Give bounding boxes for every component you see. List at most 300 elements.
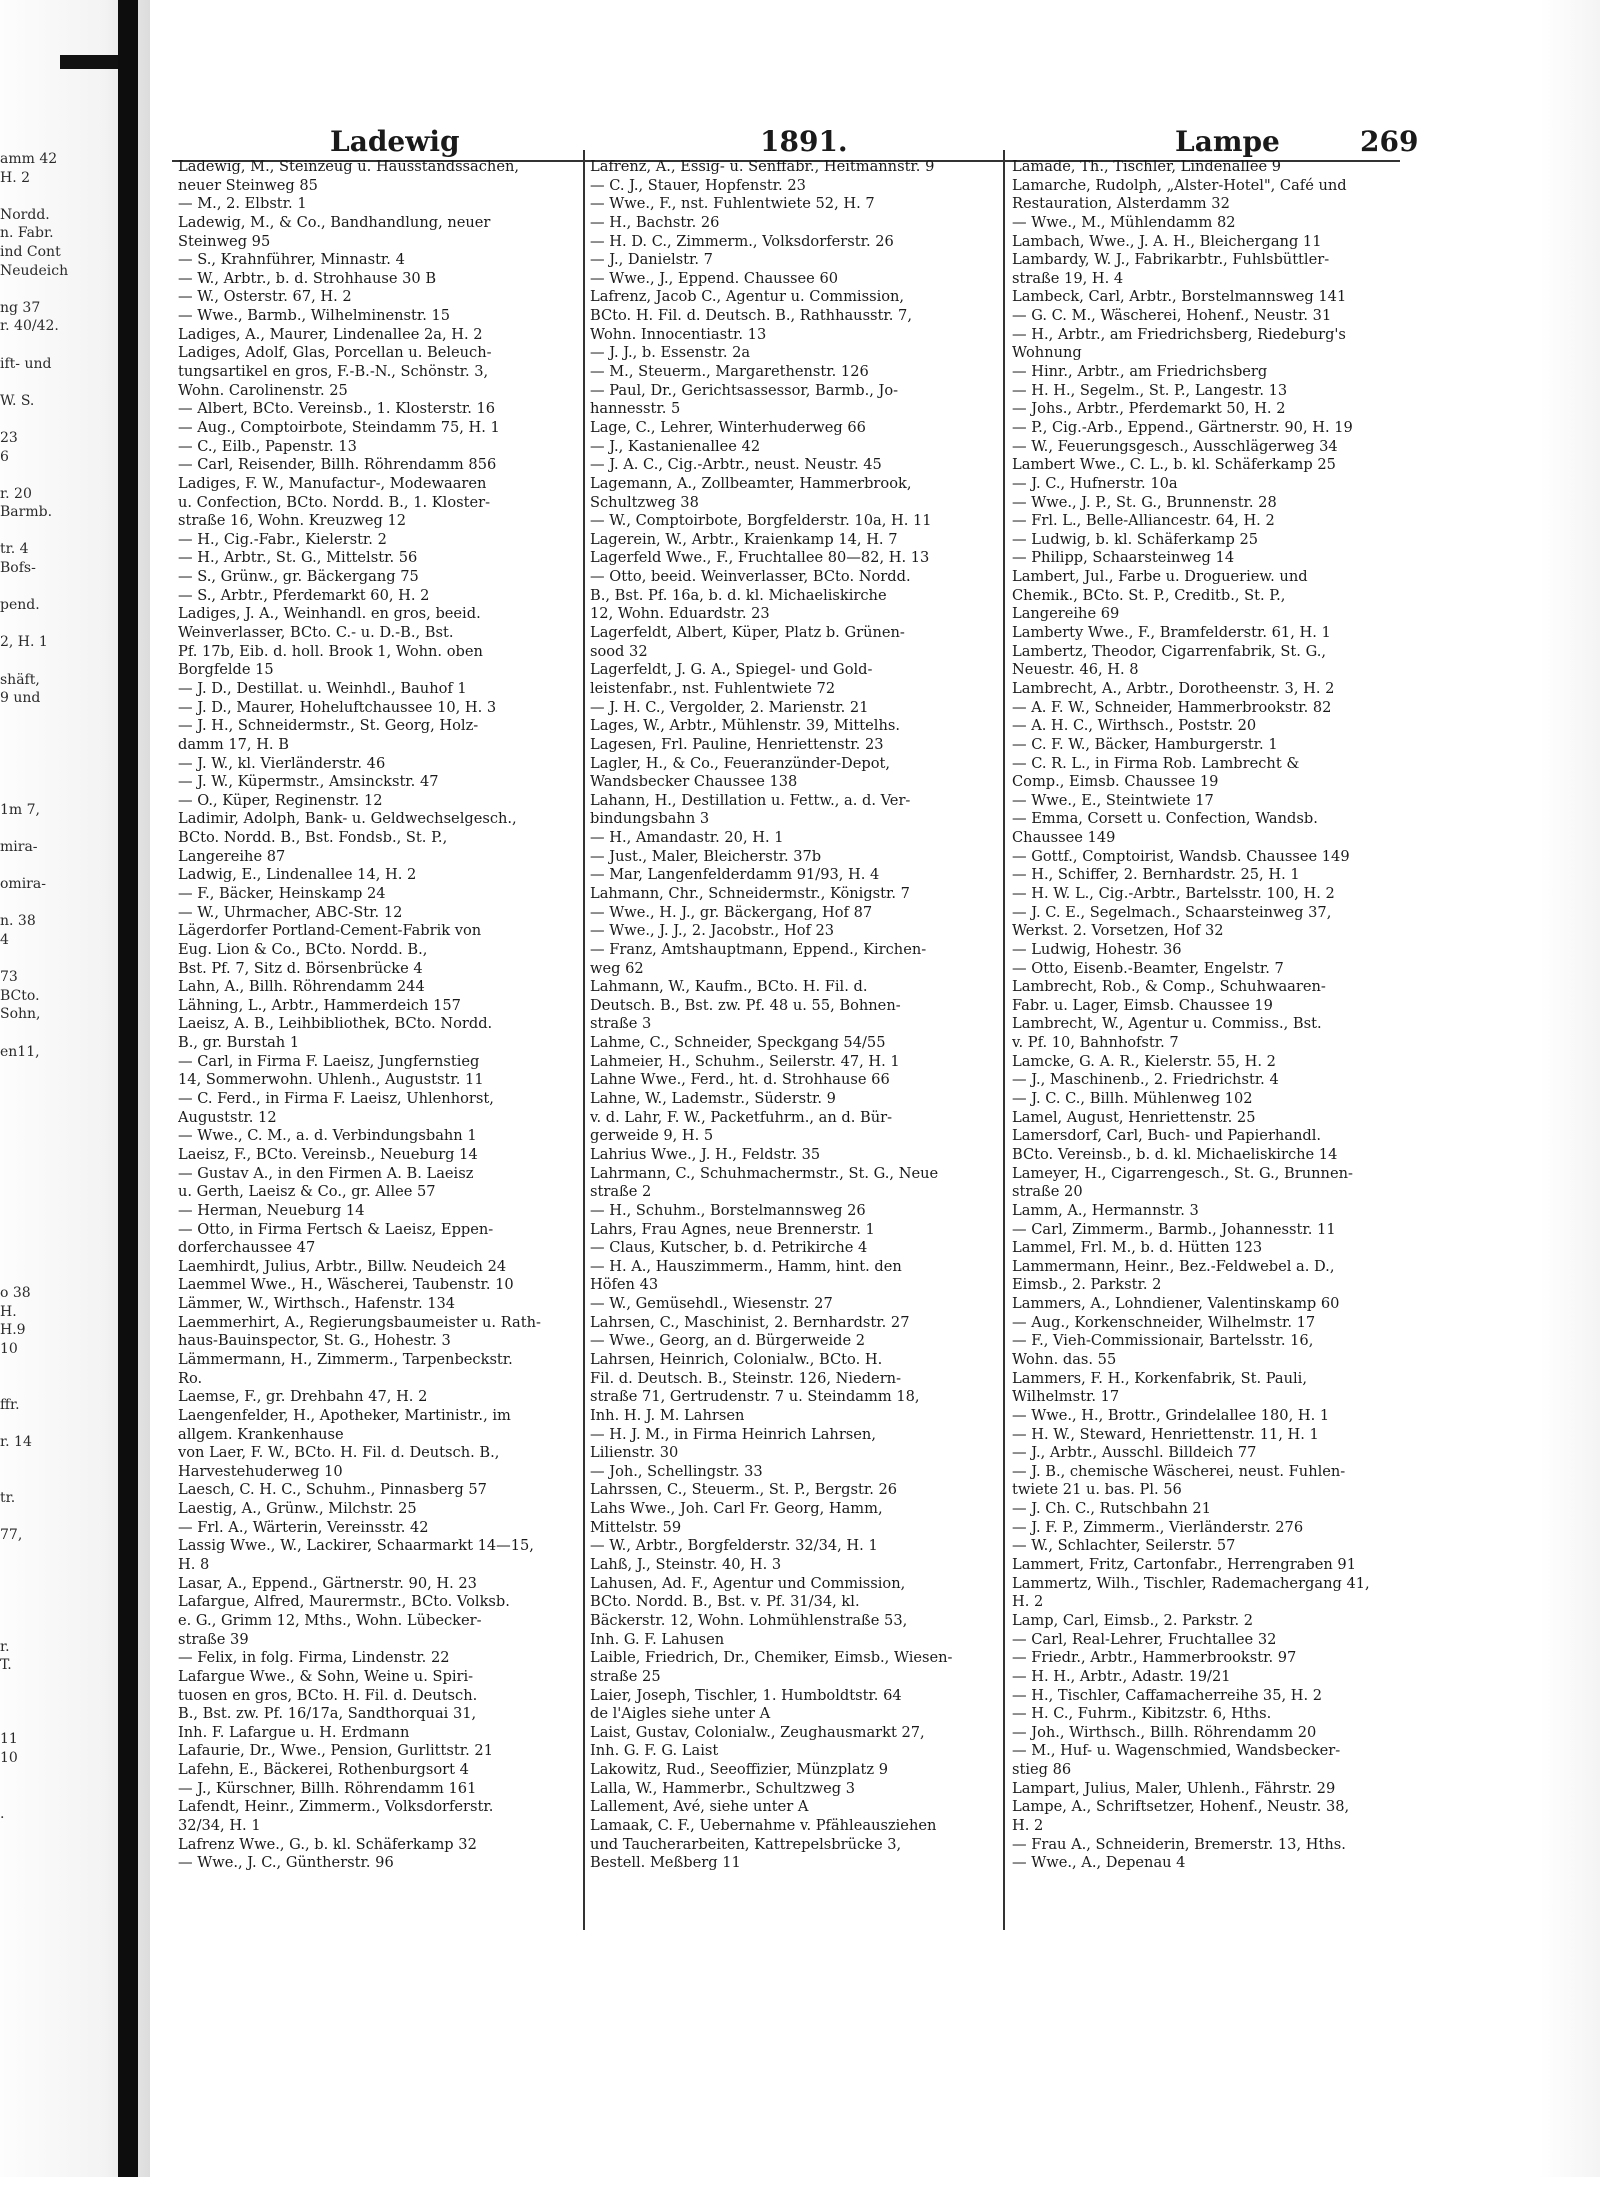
prev-page-fragment-line: 9 und bbox=[0, 690, 41, 707]
prev-page-fragment-line bbox=[0, 410, 110, 429]
directory-line: — Mar, Langenfelderdamm 91/93, H. 4 bbox=[590, 866, 880, 884]
directory-line: Inh. G. F. G. Laist bbox=[590, 1742, 719, 1760]
directory-line: H. 8 bbox=[178, 1556, 210, 1574]
directory-line: — H., Amandastr. 20, H. 1 bbox=[590, 829, 784, 847]
directory-line: — J. J., b. Essenstr. 2a bbox=[590, 344, 751, 362]
prev-page-fragment-line: shäft, bbox=[0, 671, 40, 688]
directory-line: B., gr. Burstah 1 bbox=[178, 1034, 300, 1052]
directory-line: — W., Feuerungsgesch., Ausschlägerweg 34 bbox=[1012, 437, 1338, 455]
directory-line: de l'Aigles siehe unter A bbox=[590, 1705, 771, 1723]
prev-page-fragment-line: W. S. bbox=[0, 392, 35, 409]
directory-line: tuosen en gros, BCto. H. Fil. d. Deutsch. bbox=[178, 1686, 478, 1704]
directory-line: Deutsch. B., Bst. zw. Pf. 48 u. 55, Bohnen- bbox=[590, 996, 901, 1014]
prev-page-fragment-line bbox=[0, 1173, 110, 1192]
directory-line: 32/34, H. 1 bbox=[178, 1817, 261, 1835]
directory-line: Lampart, Julius, Maler, Uhlenh., Fährstr. 29 bbox=[1012, 1779, 1336, 1797]
directory-line: Lammers, A., Lohndiener, Valentinskamp 60 bbox=[1012, 1295, 1340, 1313]
prev-page-fragment-line bbox=[0, 1266, 110, 1285]
page-number: 269 bbox=[1360, 125, 1419, 158]
prev-page-fragment-line: H.9 bbox=[0, 1322, 26, 1339]
previous-page-fragment bbox=[0, 150, 110, 1842]
directory-line: — Wwe., J., Eppend. Chaussee 60 bbox=[590, 269, 839, 287]
directory-line: Höfen 43 bbox=[590, 1276, 659, 1294]
directory-line: — Albert, BCto. Vereinsb., 1. Klosterstr. 16 bbox=[178, 400, 496, 418]
prev-page-fragment-line: 10 bbox=[0, 1750, 18, 1767]
directory-line: Lähning, L., Arbtr., Hammerdeich 157 bbox=[178, 996, 461, 1014]
directory-line: Ladwig, E., Lindenallee 14, H. 2 bbox=[178, 866, 417, 884]
directory-line: damm 17, H. B bbox=[178, 735, 289, 753]
directory-line: Lambrecht, Rob., & Comp., Schuhwaaren- bbox=[1012, 978, 1326, 996]
directory-line: Laist, Gustav, Colonialw., Zeughausmarkt 27, bbox=[590, 1723, 925, 1741]
directory-line: Lammel, Frl. M., b. d. Hütten 123 bbox=[1012, 1239, 1263, 1257]
directory-line: Mittelstr. 59 bbox=[590, 1518, 682, 1536]
prev-page-fragment-line bbox=[0, 857, 110, 876]
directory-line: — H. H., Arbtr., Adastr. 19/21 bbox=[1012, 1667, 1231, 1685]
prev-page-fragment-line bbox=[0, 652, 110, 671]
directory-line: v. Pf. 10, Bahnhofstr. 7 bbox=[1012, 1034, 1179, 1052]
prev-page-fragment-line: 77, bbox=[0, 1526, 23, 1543]
header-year: 1891. bbox=[760, 125, 848, 158]
directory-line: Lambrecht, A., Arbtr., Dorotheenstr. 3, H. 2 bbox=[1012, 679, 1335, 697]
directory-line: — J. C. E., Segelmach., Schaarsteinweg 37, bbox=[1012, 903, 1332, 921]
directory-line: Lage, C., Lehrer, Winterhuderweg 66 bbox=[590, 418, 866, 436]
directory-line: — H., Tischler, Caffamacherreihe 35, H. 2 bbox=[1012, 1686, 1323, 1704]
prev-page-fragment-line: tr. bbox=[0, 1489, 16, 1506]
directory-line: von Laer, F. W., BCto. H. Fil. d. Deutsch. B., bbox=[178, 1444, 500, 1462]
directory-line: — Joh., Schellingstr. 33 bbox=[590, 1462, 763, 1480]
directory-line: Laemmel Wwe., H., Wäscherei, Taubenstr. 10 bbox=[178, 1276, 514, 1294]
directory-line: Lambach, Wwe., J. A. H., Bleichergang 11 bbox=[1012, 232, 1322, 250]
prev-page-fragment-line: H. bbox=[0, 1303, 17, 1320]
directory-line: Ladiges, J. A., Weinhandl. en gros, beeid. bbox=[178, 605, 481, 623]
prev-page-fragment-line bbox=[0, 726, 110, 745]
directory-line: Lammert, Fritz, Cartonfabr., Herrengraben 91 bbox=[1012, 1556, 1357, 1574]
prev-page-fragment-line bbox=[0, 336, 110, 355]
directory-line: gerweide 9, H. 5 bbox=[590, 1127, 714, 1145]
directory-line: — H. W. L., Cig.-Arbtr., Bartelsstr. 100, H. 2 bbox=[1012, 884, 1335, 902]
directory-line: — H. D. C., Zimmerm., Volksdorferstr. 26 bbox=[590, 232, 894, 250]
directory-line: Lafargue, Alfred, Maurermstr., BCto. Volksb. bbox=[178, 1593, 510, 1611]
directory-line: — Ludwig, Hohestr. 36 bbox=[1012, 940, 1182, 958]
directory-line: — Otto, in Firma Fertsch & Laeisz, Eppen- bbox=[178, 1220, 494, 1238]
prev-page-fragment-line bbox=[0, 1582, 110, 1601]
directory-line: Laible, Friedrich, Dr., Chemiker, Eimsb., Wiesen- bbox=[590, 1649, 953, 1667]
directory-line: Lagler, H., & Co., Feueranzünder-Depot, bbox=[590, 754, 890, 772]
directory-line: Lafrenz, A., Essig- u. Senffabr., Heitmannstr. 9 bbox=[590, 158, 935, 175]
prev-page-fragment-line bbox=[0, 1135, 110, 1154]
directory-line: — Carl, in Firma F. Laeisz, Jungfernstieg bbox=[178, 1052, 480, 1070]
directory-line: Chemik., BCto. St. P., Creditb., St. P., bbox=[1012, 586, 1286, 604]
directory-line: — C. J., Stauer, Hopfenstr. 23 bbox=[590, 176, 806, 194]
directory-line: — J. C. C., Billh. Mühlenweg 102 bbox=[1012, 1090, 1253, 1108]
directory-line: Wohn. Carolinenstr. 25 bbox=[178, 381, 348, 399]
prev-page-fragment-line bbox=[0, 950, 110, 969]
directory-line: weg 62 bbox=[590, 959, 644, 977]
prev-page-fragment-line: pend. bbox=[0, 597, 40, 614]
directory-line: — Wwe., J. J., 2. Jacobstr., Hof 23 bbox=[590, 922, 835, 940]
prev-page-fragment-line: r. 14 bbox=[0, 1433, 32, 1450]
directory-line: — J., Danielstr. 7 bbox=[590, 251, 713, 269]
directory-line: u. Gerth, Laeisz & Co., gr. Allee 57 bbox=[178, 1183, 436, 1201]
prev-page-fragment-line: r. bbox=[0, 1638, 10, 1655]
directory-line: straße 2 bbox=[590, 1183, 652, 1201]
directory-line: — Wwe., Georg, an d. Bürgerweide 2 bbox=[590, 1332, 866, 1350]
directory-line: — Carl, Real-Lehrer, Fruchtallee 32 bbox=[1012, 1630, 1277, 1648]
prev-page-fragment-line: BCto. bbox=[0, 987, 40, 1004]
prev-page-fragment-line bbox=[0, 1191, 110, 1210]
directory-line: Lahs Wwe., Joh. Carl Fr. Georg, Hamm, bbox=[590, 1500, 883, 1518]
directory-line: Lambert, Jul., Farbe u. Drogueriew. und bbox=[1012, 568, 1308, 586]
directory-line: — H., Cig.-Fabr., Kielerstr. 2 bbox=[178, 530, 387, 548]
prev-page-fragment-line bbox=[0, 1545, 110, 1564]
directory-line: Lamel, August, Henriettenstr. 25 bbox=[1012, 1108, 1256, 1126]
directory-line: — J. D., Destillat. u. Weinhdl., Bauhof 1 bbox=[178, 679, 467, 697]
directory-line: — Hinr., Arbtr., am Friedrichsberg bbox=[1012, 363, 1268, 381]
prev-page-fragment-line bbox=[0, 1452, 110, 1471]
directory-line: v. d. Lahr, F. W., Packetfuhrm., an d. Bür- bbox=[590, 1108, 893, 1126]
directory-line: BCto. Vereinsb., b. d. kl. Michaeliskirche 14 bbox=[1012, 1145, 1338, 1163]
directory-line: — J. C., Hufnerstr. 10a bbox=[1012, 474, 1178, 492]
directory-line: straße 20 bbox=[1012, 1183, 1083, 1201]
directory-line: — Carl, Reisender, Billh. Röhrendamm 856 bbox=[178, 456, 497, 474]
directory-line: Inh. H. J. M. Lahrsen bbox=[590, 1406, 745, 1424]
prev-page-fragment-line bbox=[0, 1823, 110, 1842]
directory-line: — Ludwig, b. kl. Schäferkamp 25 bbox=[1012, 530, 1259, 548]
directory-line: — H. H., Segelm., St. P., Langestr. 13 bbox=[1012, 381, 1288, 399]
directory-line: Lamarche, Rudolph, „Alster-Hotel", Café und bbox=[1012, 176, 1347, 194]
directory-line: hannesstr. 5 bbox=[590, 400, 681, 418]
directory-line: Lammers, F. H., Korkenfabrik, St. Pauli, bbox=[1012, 1369, 1307, 1387]
directory-line: tungsartikel en gros, F.-B.-N., Schönstr. 3, bbox=[178, 363, 489, 381]
directory-line: Lilienstr. 30 bbox=[590, 1444, 679, 1462]
directory-line: — H., Bachstr. 26 bbox=[590, 213, 720, 231]
directory-line: Lages, W., Arbtr., Mühlenstr. 39, Mittelhs. bbox=[590, 717, 900, 735]
prev-page-fragment-line: Bofs- bbox=[0, 560, 36, 577]
directory-line: — W., Gemüsehdl., Wiesenstr. 27 bbox=[590, 1295, 833, 1313]
directory-line: Laier, Joseph, Tischler, 1. Humboldtstr. 64 bbox=[590, 1686, 902, 1704]
prev-page-fragment-line bbox=[0, 1377, 110, 1396]
prev-page-fragment-line bbox=[0, 187, 110, 206]
directory-line: Lammertz, Wilh., Tischler, Rademachergang 41, bbox=[1012, 1574, 1370, 1592]
directory-line: Lambardy, W. J., Fabrikarbtr., Fuhlsbüttler- bbox=[1012, 251, 1330, 269]
directory-line: Restauration, Alsterdamm 32 bbox=[1012, 195, 1230, 213]
directory-line: Laemse, F., gr. Drehbahn 47, H. 2 bbox=[178, 1388, 428, 1406]
prev-page-fragment-line: r. 20 bbox=[0, 485, 32, 502]
directory-line: bindungsbahn 3 bbox=[590, 810, 710, 828]
page-header bbox=[175, 125, 1419, 161]
prev-page-fragment-line: Nordd. bbox=[0, 206, 50, 223]
directory-line: — Aug., Comptoirbote, Steindamm 75, H. 1 bbox=[178, 418, 500, 436]
directory-line: — J. W., Küpermstr., Amsinckstr. 47 bbox=[178, 773, 439, 791]
directory-line: Lahn, A., Billh. Röhrendamm 244 bbox=[178, 978, 425, 996]
directory-line: — Joh., Wirthsch., Billh. Röhrendamm 20 bbox=[1012, 1723, 1317, 1741]
directory-line: — S., Krahnführer, Minnastr. 4 bbox=[178, 251, 405, 269]
directory-line: — C. Ferd., in Firma F. Laeisz, Uhlenhorst, bbox=[178, 1090, 494, 1108]
directory-line: — Wwe., M., Mühlendamm 82 bbox=[1012, 213, 1236, 231]
directory-line: — J. A. C., Cig.-Arbtr., neust. Neustr. 45 bbox=[590, 456, 882, 474]
prev-page-fragment-line bbox=[0, 1210, 110, 1229]
header-first-entry: Ladewig bbox=[330, 125, 460, 158]
directory-line: Lagemann, A., Zollbeamter, Hammerbrook, bbox=[590, 474, 912, 492]
directory-line: — M., 2. Elbstr. 1 bbox=[178, 195, 307, 213]
directory-line: Lamaak, C. F., Uebernahme v. Pfähleausziehen bbox=[590, 1817, 937, 1835]
prev-page-fragment-line bbox=[0, 1693, 110, 1712]
directory-line: Langereihe 69 bbox=[1012, 605, 1120, 623]
directory-line: Lamersdorf, Carl, Buch- und Papierhandl. bbox=[1012, 1127, 1322, 1145]
directory-line: 14, Sommerwohn. Uhlenh., Auguststr. 11 bbox=[178, 1071, 484, 1089]
directory-line: Lafaurie, Dr., Wwe., Pension, Gurlittstr. 21 bbox=[178, 1742, 493, 1760]
directory-line: Inh. F. Lafargue u. H. Erdmann bbox=[178, 1723, 410, 1741]
directory-line: — C. R. L., in Firma Rob. Lambrecht & bbox=[1012, 754, 1300, 772]
directory-line: e. G., Grimm 12, Mths., Wohn. Lübecker- bbox=[178, 1611, 482, 1629]
directory-line: Lafargue Wwe., & Sohn, Weine u. Spiri- bbox=[178, 1667, 474, 1685]
directory-line: Lahrmann, C., Schuhmachermstr., St. G., Neue bbox=[590, 1164, 939, 1182]
directory-line: Ladewig, M., & Co., Bandhandlung, neuer bbox=[178, 213, 491, 231]
directory-line: Lahmann, Chr., Schneidermstr., Königstr. 7 bbox=[590, 884, 910, 902]
column-1 bbox=[178, 158, 578, 1873]
prev-page-fragment-line bbox=[0, 764, 110, 783]
directory-line: — J., Maschinenb., 2. Friedrichstr. 4 bbox=[1012, 1071, 1279, 1089]
directory-line: Ladiges, Adolf, Glas, Porcellan u. Beleuch- bbox=[178, 344, 492, 362]
directory-line: haus-Bauinspector, St. G., Hohestr. 3 bbox=[178, 1332, 451, 1350]
directory-line: — P., Cig.-Arb., Eppend., Gärtnerstr. 90, H. 19 bbox=[1012, 418, 1353, 436]
prev-page-fragment-line: 10 bbox=[0, 1341, 18, 1357]
directory-line: Weinverlasser, BCto. C.- u. D.-B., Bst. bbox=[178, 624, 454, 642]
prev-page-fragment-line: n. 38 bbox=[0, 913, 36, 930]
directory-line: Lagesen, Frl. Pauline, Henriettenstr. 23 bbox=[590, 735, 884, 753]
directory-line: — Frl. L., Belle-Alliancestr. 64, H. 2 bbox=[1012, 512, 1275, 530]
directory-line: stieg 86 bbox=[1012, 1761, 1072, 1779]
directory-line: Lahne, W., Lademstr., Süderstr. 9 bbox=[590, 1090, 836, 1108]
prev-page-fragment-line bbox=[0, 1061, 110, 1080]
directory-line: Lahrssen, C., Steuerm., St. P., Bergstr. 26 bbox=[590, 1481, 898, 1499]
column-divider-1 bbox=[583, 150, 585, 1930]
directory-line: Lamcke, G. A. R., Kielerstr. 55, H. 2 bbox=[1012, 1052, 1276, 1070]
directory-line: leistenfabr., nst. Fuhlentwiete 72 bbox=[590, 679, 836, 697]
directory-line: dorferchaussee 47 bbox=[178, 1239, 316, 1257]
directory-line: BCto. Nordd. B., Bst. Fondsb., St. P., bbox=[178, 829, 448, 847]
directory-line: Lahmann, W., Kaufm., BCto. H. Fil. d. bbox=[590, 978, 868, 996]
directory-line: Wohn. Innocentiastr. 13 bbox=[590, 325, 767, 343]
directory-line: Lakowitz, Rud., Seeoffizier, Münzplatz 9 bbox=[590, 1761, 889, 1779]
prev-page-fragment-line: ng 37 bbox=[0, 299, 41, 316]
directory-line: Lambrecht, W., Agentur u. Commiss., Bst. bbox=[1012, 1015, 1322, 1033]
directory-line: Auguststr. 12 bbox=[178, 1108, 277, 1126]
directory-line: Lämmer, W., Wirthsch., Hafenstr. 134 bbox=[178, 1295, 456, 1313]
directory-line: Lahme, C., Schneider, Speckgang 54/55 bbox=[590, 1034, 886, 1052]
prev-page-fragment-line bbox=[0, 894, 110, 913]
directory-line: Wohnung bbox=[1012, 344, 1082, 362]
directory-line: Ro. bbox=[178, 1369, 203, 1387]
directory-line: Laengenfelder, H., Apotheker, Martinistr., im bbox=[178, 1406, 511, 1424]
prev-page-fragment-line bbox=[0, 1507, 110, 1526]
prev-page-fragment-line bbox=[0, 1619, 110, 1638]
prev-page-fragment-line bbox=[0, 708, 110, 727]
prev-page-fragment-line bbox=[0, 1712, 110, 1731]
directory-line: — Otto, beeid. Weinverlasser, BCto. Nordd. bbox=[590, 568, 911, 586]
prev-page-fragment-line bbox=[0, 1117, 110, 1136]
prev-page-fragment-line: o 38 bbox=[0, 1285, 31, 1302]
directory-line: — A. F. W., Schneider, Hammerbrookstr. 82 bbox=[1012, 698, 1332, 716]
directory-line: — Frau A., Schneiderin, Bremerstr. 13, Hths. bbox=[1012, 1835, 1346, 1853]
directory-line: — Wwe., J. C., Güntherstr. 96 bbox=[178, 1854, 394, 1872]
directory-line: — W., Comptoirbote, Borgfelderstr. 10a, H. 11 bbox=[590, 512, 932, 530]
prev-page-fragment-line: 11 bbox=[0, 1731, 18, 1748]
directory-line: — J., Kürschner, Billh. Röhrendamm 161 bbox=[178, 1779, 477, 1797]
directory-line: Lambert Wwe., C. L., b. kl. Schäferkamp 25 bbox=[1012, 456, 1336, 474]
prev-page-fragment-line bbox=[0, 1247, 110, 1266]
directory-line: Eug. Lion & Co., BCto. Nordd. B., bbox=[178, 940, 428, 958]
directory-line: — Emma, Corsett u. Confection, Wandsb. bbox=[1012, 810, 1318, 828]
directory-line: Laestig, A., Grünw., Milchstr. 25 bbox=[178, 1500, 417, 1518]
directory-line: — H., Schuhm., Borstelmannsweg 26 bbox=[590, 1201, 866, 1219]
prev-page-fragment-line: Barmb. bbox=[0, 504, 53, 521]
directory-line: Lagerfeld Wwe., F., Fruchtallee 80—82, H. 13 bbox=[590, 549, 930, 567]
directory-line: — J. B., chemische Wäscherei, neust. Fuhlen- bbox=[1012, 1462, 1346, 1480]
directory-line: Lamm, A., Hermannstr. 3 bbox=[1012, 1201, 1199, 1219]
prev-page-fragment-line: Neudeich bbox=[0, 262, 69, 279]
prev-page-fragment-line bbox=[0, 1414, 110, 1433]
directory-line: twiete 21 u. bas. Pl. 56 bbox=[1012, 1481, 1182, 1499]
directory-line: — G. C. M., Wäscherei, Hohenf., Neustr. 31 bbox=[1012, 307, 1332, 325]
directory-line: — J. F. P., Zimmerm., Vierländerstr. 276 bbox=[1012, 1518, 1304, 1536]
prev-page-fragment-line: Sohn, bbox=[0, 1006, 41, 1023]
directory-line: Bst. Pf. 7, Sitz d. Börsenbrücke 4 bbox=[178, 959, 423, 977]
prev-page-fragment-line: 1m 7, bbox=[0, 801, 40, 818]
directory-line: straße 16, Wohn. Kreuzweg 12 bbox=[178, 512, 407, 530]
prev-page-fragment-line bbox=[0, 1080, 110, 1099]
directory-line: Wohn. das. 55 bbox=[1012, 1351, 1117, 1368]
prev-page-fragment-line: amm 42 bbox=[0, 151, 58, 167]
prev-page-fragment-line: en11, bbox=[0, 1043, 40, 1060]
directory-line: — C. F. W., Bäcker, Hamburgerstr. 1 bbox=[1012, 735, 1278, 753]
directory-line: Lahne Wwe., Ferd., ht. d. Strohhause 66 bbox=[590, 1071, 890, 1089]
directory-line: Lagerfeldt, Albert, Küper, Platz b. Grünen- bbox=[590, 624, 905, 642]
directory-line: und Taucherarbeiten, Kattrepelsbrücke 3, bbox=[590, 1835, 902, 1853]
directory-line: — F., Vieh-Commissionair, Bartelsstr. 16, bbox=[1012, 1332, 1314, 1350]
directory-line: Schultzweg 38 bbox=[590, 493, 699, 511]
directory-line: — S., Arbtr., Pferdemarkt 60, H. 2 bbox=[178, 586, 430, 604]
prev-page-fragment-line: ind Cont bbox=[0, 243, 61, 260]
directory-line: — H. A., Hauszimmerm., Hamm, hint. den bbox=[590, 1257, 902, 1275]
prev-page-fragment-line: 73 bbox=[0, 969, 18, 986]
directory-line: — Wwe., J. P., St. G., Brunnenstr. 28 bbox=[1012, 493, 1277, 511]
column-2 bbox=[590, 158, 1000, 1873]
directory-line: Lafendt, Heinr., Zimmerm., Volksdorferstr. bbox=[178, 1798, 494, 1816]
prev-page-fragment-line bbox=[0, 819, 110, 838]
prev-page-fragment-line bbox=[0, 280, 110, 299]
directory-line: Lassig Wwe., W., Lackirer, Schaarmarkt 14—15, bbox=[178, 1537, 534, 1555]
directory-line: — Wwe., H., Brottr., Grindelallee 180, H. 1 bbox=[1012, 1406, 1330, 1424]
directory-line: Lallement, Avé, siehe unter A bbox=[590, 1798, 809, 1816]
prev-page-fragment-line bbox=[0, 1786, 110, 1805]
directory-line: Bestell. Meßberg 11 bbox=[590, 1854, 741, 1872]
prev-page-fragment-line bbox=[0, 1154, 110, 1173]
directory-line: Ladimir, Adolph, Bank- u. Geldwechselgesch., bbox=[178, 810, 517, 828]
directory-line: — S., Grünw., gr. Bäckergang 75 bbox=[178, 568, 419, 586]
directory-line: — F., Bäcker, Heinskamp 24 bbox=[178, 884, 386, 902]
directory-line: — J., Arbtr., Ausschl. Billdeich 77 bbox=[1012, 1444, 1257, 1462]
directory-line: — H. C., Fuhrm., Kibitzstr. 6, Hths. bbox=[1012, 1705, 1272, 1723]
directory-line: — J. W., kl. Vierländerstr. 46 bbox=[178, 754, 386, 772]
prev-page-fragment-line: ffr. bbox=[0, 1396, 20, 1413]
directory-line: Lamade, Th., Tischler, Lindenallee 9 bbox=[1012, 158, 1282, 175]
directory-line: Lahann, H., Destillation u. Fettw., a. d. Ver- bbox=[590, 791, 911, 809]
prev-page-fragment-line bbox=[0, 466, 110, 485]
directory-line: — W., Schlachter, Seilerstr. 57 bbox=[1012, 1537, 1236, 1555]
prev-page-fragment-line: 4 bbox=[0, 931, 9, 948]
directory-line: Ladiges, A., Maurer, Lindenallee 2a, H. 2 bbox=[178, 325, 483, 343]
prev-page-fragment-line bbox=[0, 782, 110, 801]
prev-page-fragment-line bbox=[0, 1675, 110, 1694]
directory-line: — Claus, Kutscher, b. d. Petrikirche 4 bbox=[590, 1239, 868, 1257]
directory-line: Harvestehuderweg 10 bbox=[178, 1462, 343, 1480]
prev-page-fragment-line: 6 bbox=[0, 448, 9, 465]
directory-line: — Frl. A., Wärterin, Vereinsstr. 42 bbox=[178, 1518, 429, 1536]
directory-line: — Wwe., E., Steintwiete 17 bbox=[1012, 791, 1214, 809]
prev-page-fragment-line bbox=[0, 522, 110, 541]
directory-line: Bäckerstr. 12, Wohn. Lohmühlenstraße 53, bbox=[590, 1611, 908, 1629]
prev-page-fragment-line: mira- bbox=[0, 838, 38, 855]
directory-line: neuer Steinweg 85 bbox=[178, 176, 318, 194]
directory-line: — Philipp, Schaarsteinweg 14 bbox=[1012, 549, 1235, 567]
prev-page-fragment-line: r. 40/42. bbox=[0, 318, 59, 335]
directory-line: Lahß, J., Steinstr. 40, H. 3 bbox=[590, 1556, 782, 1574]
directory-line: — Otto, Eisenb.-Beamter, Engelstr. 7 bbox=[1012, 959, 1284, 977]
prev-page-fragment-line bbox=[0, 615, 110, 634]
prev-page-fragment-line bbox=[0, 1024, 110, 1043]
directory-line: 12, Wohn. Eduardstr. 23 bbox=[590, 605, 770, 623]
directory-line: Lahusen, Ad. F., Agentur und Commission, bbox=[590, 1574, 906, 1592]
directory-line: Lasar, A., Eppend., Gärtnerstr. 90, H. 23 bbox=[178, 1574, 477, 1592]
directory-line: Ladiges, F. W., Manufactur-, Modewaaren bbox=[178, 474, 487, 492]
directory-line: — Friedr., Arbtr., Hammerbrookstr. 97 bbox=[1012, 1649, 1297, 1667]
directory-line: Lagerfeldt, J. G. A., Spiegel- und Gold- bbox=[590, 661, 873, 679]
prev-page-fragment-line bbox=[0, 1228, 110, 1247]
directory-line: — W., Uhrmacher, ABC-Str. 12 bbox=[178, 903, 403, 921]
header-last-entry: Lampe bbox=[1175, 125, 1280, 158]
prev-page-fragment-line bbox=[0, 745, 110, 764]
prev-page-fragment-line: T. bbox=[0, 1657, 12, 1674]
prev-page-fragment-line bbox=[0, 1600, 110, 1619]
directory-line: Wilhelmstr. 17 bbox=[1012, 1388, 1120, 1406]
directory-line: Laesch, C. H. C., Schuhm., Pinnasberg 57 bbox=[178, 1481, 487, 1499]
prev-page-fragment-line bbox=[0, 1098, 110, 1117]
directory-line: — A. H. C., Wirthsch., Poststr. 20 bbox=[1012, 717, 1257, 735]
directory-line: Lagerein, W., Arbtr., Kraienkamp 14, H. 7 bbox=[590, 530, 898, 548]
prev-page-fragment-line bbox=[0, 1563, 110, 1582]
directory-line: — H. W., Steward, Henriettenstr. 11, H. 1 bbox=[1012, 1425, 1319, 1443]
directory-line: Laeisz, F., BCto. Vereinsb., Neueburg 14 bbox=[178, 1145, 478, 1163]
directory-line: H. 2 bbox=[1012, 1817, 1044, 1835]
directory-line: — Gottf., Comptoirist, Wandsb. Chaussee 149 bbox=[1012, 847, 1350, 865]
directory-line: Eimsb., 2. Parkstr. 2 bbox=[1012, 1276, 1162, 1294]
directory-line: Steinweg 95 bbox=[178, 232, 271, 250]
directory-line: — M., Steuerm., Margarethenstr. 126 bbox=[590, 363, 869, 381]
directory-line: straße 71, Gertrudenstr. 7 u. Steindamm 18, bbox=[590, 1388, 920, 1406]
directory-line: Lamberty Wwe., F., Bramfelderstr. 61, H. 1 bbox=[1012, 624, 1331, 642]
directory-line: Lafehn, E., Bäckerei, Rothenburgsort 4 bbox=[178, 1761, 469, 1779]
directory-line: Lampe, A., Schriftsetzer, Hohenf., Neustr. 38, bbox=[1012, 1798, 1350, 1816]
directory-line: — Paul, Dr., Gerichtsassessor, Barmb., Jo- bbox=[590, 381, 899, 399]
prev-page-fragment-line: omira- bbox=[0, 876, 46, 893]
directory-line: — H., Arbtr., St. G., Mittelstr. 56 bbox=[178, 549, 418, 567]
directory-line: Lalla, W., Hammerbr., Schultzweg 3 bbox=[590, 1779, 856, 1797]
directory-line: Inh. G. F. Lahusen bbox=[590, 1630, 725, 1648]
directory-line: Laeisz, A. B., Leihbibliothek, BCto. Nordd. bbox=[178, 1015, 493, 1033]
directory-line: — J. D., Maurer, Hoheluftchaussee 10, H. 3 bbox=[178, 698, 497, 716]
prev-page-fragment-line: tr. 4 bbox=[0, 541, 29, 558]
